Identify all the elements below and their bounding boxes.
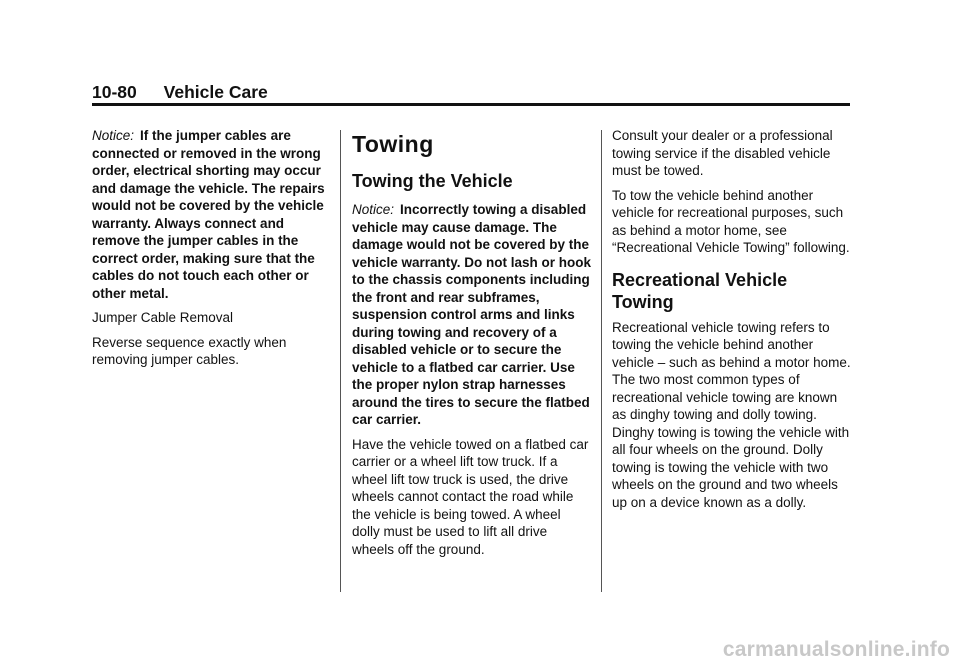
towing-heading: Towing (352, 131, 434, 157)
column-2 (352, 131, 592, 565)
jumper-cable-removal-heading: Jumper Cable Removal (92, 310, 234, 325)
column-divider-1 (340, 130, 341, 592)
recreational-towing-paragraph: Recreational vehicle towing refers to towing the vehicle behind another vehicle – such as behind a motor home. The two most common types of recreational vehicle towing are known as dinghy towing and dolly towing. Dinghy towing is towing the vehicle with all four wheels on the ground. Dolly towing is towing the vehicle with two wheels on the ground and two wheels up on a device known as a dolly. (612, 319, 851, 510)
notice-label: Notice: (92, 128, 135, 143)
notice-label: Notice: (352, 202, 395, 217)
notice-towing (352, 201, 592, 429)
towing-paragraph: Have the vehicle towed on a flatbed car carrier or a wheel lift tow truck. If a wheel lift tow truck is used, the drive wheels cannot contact the road while the vehicle is being towed. A wheel dolly must be used to lift all drive wheels off the ground. (352, 436, 589, 557)
page-number: 10-80 (92, 82, 137, 102)
consult-dealer-paragraph: Consult your dealer or a professional towing service if the disabled vehicle must be towed. (612, 128, 833, 178)
recreational-purposes-paragraph: To tow the vehicle behind another vehicle for recreational purposes, such as behind a motor home, see “Recreational Vehicle Towing” following. (612, 187, 850, 255)
heading-line-2: Towing (612, 291, 674, 312)
column-divider-2 (601, 130, 602, 592)
header-rule (92, 103, 850, 106)
column-1 (92, 127, 332, 376)
heading-line-1: Recreational Vehicle (612, 269, 788, 290)
notice-text: If the jumper cables are connected or removed in the wrong order, electrical shorting may occur and damage the vehicle. The repairs would not be covered by the vehicle warranty. Always connect and remove the jumper cables in the correct order, making sure that the cables do not touch each other or other metal. (92, 128, 325, 301)
recreational-vehicle-towing-heading (612, 269, 852, 313)
jumper-cable-removal-text: Reverse sequence exactly when removing jumper cables. (92, 334, 287, 367)
watermark: carmanualsonline.info (722, 638, 950, 661)
section-title: Vehicle Care (163, 82, 268, 102)
notice-text: Incorrectly towing a disabled vehicle may cause damage. The damage would not be covered by the vehicle warranty. Do not lash or hook to the chassis components including the front and rear subframes, suspension control arms and links during towing and recovery of a disabled vehicle or to secure the vehicle to a flatbed car carrier. Use the proper nylon strap harnesses around the tires to secure the flatbed car carrier. (352, 202, 592, 427)
page-header (92, 82, 850, 103)
notice-jumper-cables (92, 127, 332, 302)
towing-the-vehicle-heading: Towing the Vehicle (352, 171, 513, 191)
column-3 (612, 127, 852, 518)
